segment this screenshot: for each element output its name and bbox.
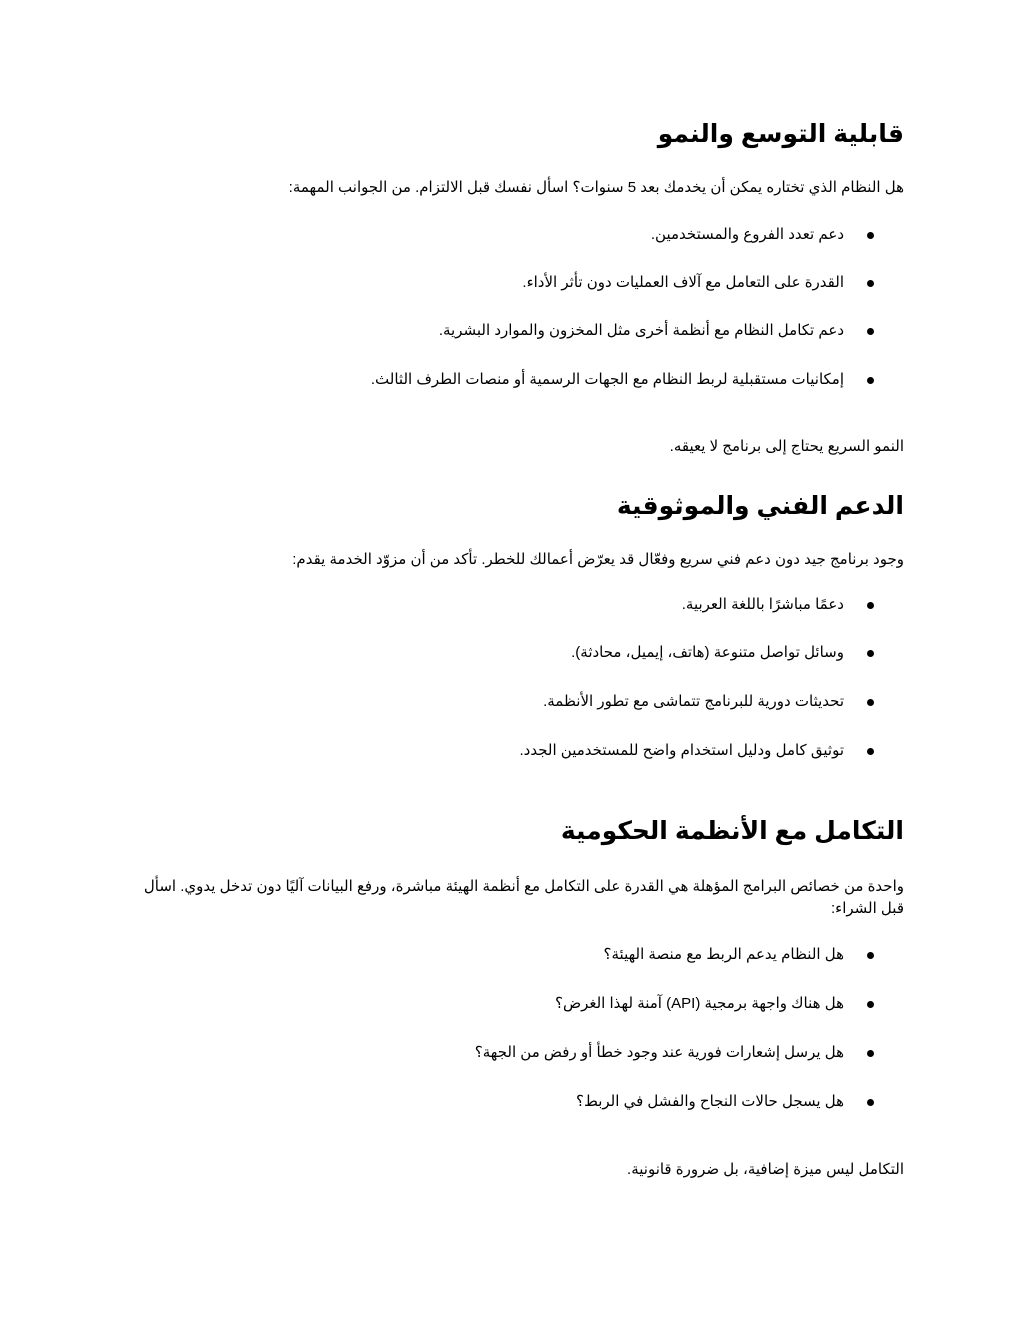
- list-item: دعمًا مباشرًا باللغة العربية.: [120, 594, 874, 616]
- section-heading-scalability: قابلية التوسع والنمو: [657, 120, 904, 148]
- bullet-icon: [867, 1099, 874, 1106]
- bullet-icon: [867, 1001, 874, 1008]
- bullet-icon: [867, 748, 874, 755]
- section-intro-support: وجود برنامج جيد دون دعم فني سريع وفعّال قد يعرّض أعمالك للخطر. تأكد من أن مزوّد الخدمة يقدم:: [292, 551, 904, 568]
- section-intro-scalability: هل النظام الذي تختاره يمكن أن يخدمك بعد 5 سنوات؟ اسأل نفسك قبل الالتزام. من الجوانب المهمة:: [288, 179, 904, 196]
- list-item: وسائل تواصل متنوعة (هاتف، إيميل، محادثة).: [120, 642, 874, 664]
- section-heading-integration: التكامل مع الأنظمة الحكومية: [560, 817, 904, 845]
- list-item: توثيق كامل ودليل استخدام واضح للمستخدمين الجدد.: [120, 740, 874, 762]
- bullet-icon: [867, 1050, 874, 1057]
- section-outro-integration: التكامل ليس ميزة إضافية، بل ضرورة قانونية.: [627, 1161, 904, 1178]
- bullet-icon: [867, 232, 874, 239]
- list-item: دعم تكامل النظام مع أنظمة أخرى مثل المخزون والموارد البشرية.: [120, 320, 874, 342]
- list-item: القدرة على التعامل مع آلاف العمليات دون تأثر الأداء.: [120, 272, 874, 294]
- list-item: هل يسجل حالات النجاح والفشل في الربط؟: [120, 1091, 874, 1113]
- bullet-icon: [867, 280, 874, 287]
- bullet-icon: [867, 699, 874, 706]
- list-item: إمكانيات مستقبلية لربط النظام مع الجهات الرسمية أو منصات الطرف الثالث.: [120, 369, 874, 391]
- bullet-icon: [867, 377, 874, 384]
- section-intro-integration: واحدة من خصائص البرامج المؤهلة هي القدرة على التكامل مع أنظمة الهيئة مباشرة، ورفع البيانات آليًا دون تدخل يدوي. اسأل قبل الشراء:: [143, 878, 904, 917]
- section-outro-scalability: النمو السريع يحتاج إلى برنامج لا يعيقه.: [669, 438, 904, 455]
- list-item: تحديثات دورية للبرنامج تتماشى مع تطور الأنظمة.: [120, 691, 874, 713]
- bullet-icon: [867, 602, 874, 609]
- bullet-icon: [867, 650, 874, 657]
- list-item: هل يرسل إشعارات فورية عند وجود خطأ أو رفض من الجهة؟: [120, 1042, 874, 1064]
- list-item: هل هناك واجهة برمجية (API) آمنة لهذا الغرض؟: [120, 993, 874, 1015]
- list-item: هل النظام يدعم الربط مع منصة الهيئة؟: [120, 944, 874, 966]
- bullet-icon: [867, 952, 874, 959]
- bullet-icon: [867, 328, 874, 335]
- section-heading-support: الدعم الفني والموثوقية: [616, 492, 904, 520]
- list-item: دعم تعدد الفروع والمستخدمين.: [120, 224, 874, 246]
